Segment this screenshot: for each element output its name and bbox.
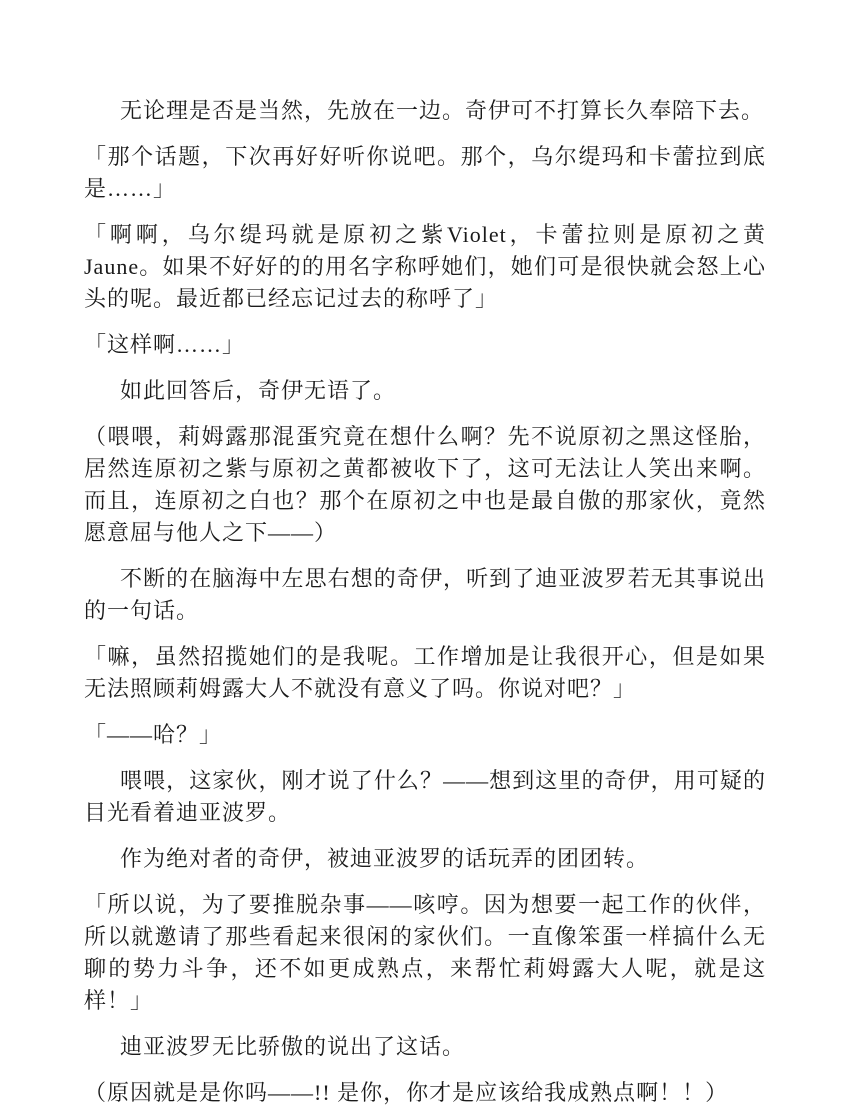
paragraph: 「——哈？」 bbox=[84, 722, 223, 747]
paragraph: （喂喂，莉姆露那混蛋究竟在想什么啊？先不说原初之黑这怪胎，居然连原初之紫与原初之黄都被收下了，这可无法让人笑出来啊。而且，连原初之白也？那个在原初之中也是最自傲的那家伙，竟然愿意屈与他人之下——） bbox=[84, 424, 766, 545]
paragraph: 喂喂，这家伙，刚才说了什么？——想到这里的奇伊，用可疑的目光看着迪亚波罗。 bbox=[84, 768, 766, 825]
paragraph: 作为绝对者的奇伊，被迪亚波罗的话玩弄的团团转。 bbox=[120, 846, 650, 871]
paragraph: 迪亚波罗无比骄傲的说出了这话。 bbox=[120, 1034, 466, 1059]
paragraph: 「啊啊，乌尔缇玛就是原初之紫Violet，卡蕾拉则是原初之黄Jaune。如果不好好的的用名字称呼她们，她们可是很快就会怒上心头的呢。最近都已经忘记过去的称呼了」 bbox=[84, 222, 766, 311]
paragraph: 「那个话题，下次再好好听你说吧。那个，乌尔缇玛和卡蕾拉到底是……」 bbox=[84, 144, 766, 201]
paragraph: 「所以说，为了要推脱杂事——咳哼。因为想要一起工作的伙伴，所以就邀请了那些看起来很闲的家伙们。一直像笨蛋一样搞什么无聊的势力斗争，还不如更成熟点，来帮忙莉姆露大人呢，就是这样！」 bbox=[84, 892, 766, 1013]
paragraph: 不断的在脑海中左思右想的奇伊，听到了迪亚波罗若无其事说出的一句话。 bbox=[84, 566, 766, 623]
paragraph: 「这样啊……」 bbox=[84, 332, 246, 357]
paragraph: 「嘛，虽然招揽她们的是我呢。工作增加是让我很开心，但是如果无法照顾莉姆露大人不就没有意义了吗。你说对吧？」 bbox=[84, 644, 766, 701]
paragraph: 无论理是否是当然，先放在一边。奇伊可不打算长久奉陪下去。 bbox=[120, 98, 765, 123]
paragraph: （原因就是是你吗——!! 是你，你才是应该给我成熟点啊！！） bbox=[84, 1080, 729, 1105]
paragraph: 如此回答后，奇伊无语了。 bbox=[120, 378, 397, 403]
